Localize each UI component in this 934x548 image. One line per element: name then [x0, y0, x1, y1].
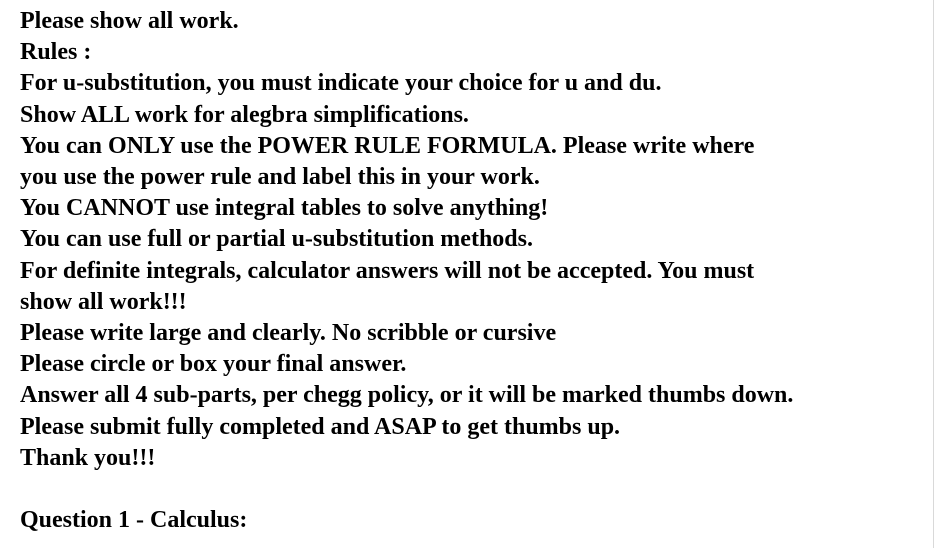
- instruction-line: You can ONLY use the POWER RULE FORMULA. Please write where: [20, 132, 755, 159]
- question-heading: Question 1 - Calculus:: [20, 507, 248, 534]
- instruction-line: Rules :: [20, 39, 92, 66]
- instruction-line: For u-substitution, you must indicate your choice for u and du.: [20, 70, 662, 97]
- instruction-line: Thank you!!!: [20, 444, 156, 471]
- instruction-line: Please write large and clearly. No scribble or cursive: [20, 320, 557, 347]
- instructions-text: [20, 6, 920, 536]
- instruction-line: Please submit fully completed and ASAP to get thumbs up.: [20, 413, 621, 440]
- instruction-line: For definite integrals, calculator answers will not be accepted. You must: [20, 257, 755, 284]
- instruction-line: you use the power rule and label this in your work.: [20, 164, 540, 191]
- instruction-line: Please show all work.: [20, 8, 239, 34]
- blank-line: [20, 474, 920, 505]
- instruction-line: You can use full or partial u-substitution methods.: [20, 226, 533, 253]
- instruction-line: Show ALL work for alegbra simplifications.: [20, 101, 469, 128]
- instruction-line: Answer all 4 sub-parts, per chegg policy, or it will be marked thumbs down.: [20, 382, 794, 409]
- instruction-line: show all work!!!: [20, 288, 187, 315]
- instruction-line: Please circle or box your final answer.: [20, 351, 407, 378]
- instruction-line: You CANNOT use integral tables to solve anything!: [20, 195, 549, 222]
